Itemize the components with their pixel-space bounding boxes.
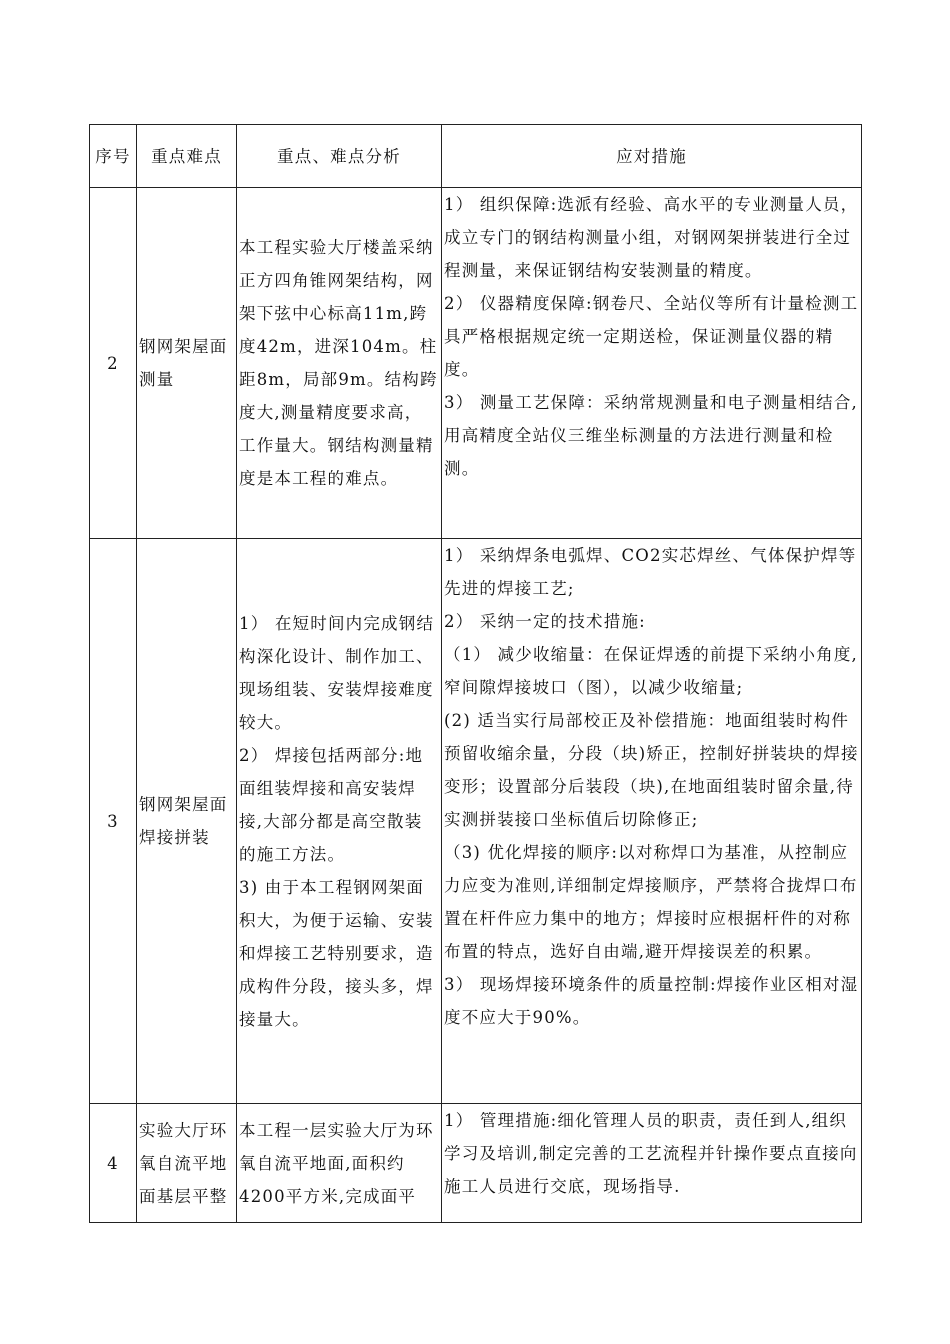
row-analysis <box>237 539 442 1104</box>
row-measures <box>442 1104 862 1223</box>
row-analysis <box>237 1104 442 1223</box>
measure-paragraph: 1） 组织保障:选派有经验、高水平的专业测量人员，成立专门的钢结构测量小组，对钢网架拼装进行全过程测量，来保证钢结构安装测量的精度。 <box>444 195 859 280</box>
row-measures <box>442 188 862 539</box>
table-row <box>90 1104 862 1223</box>
table-row <box>90 188 862 539</box>
row-measures <box>442 539 862 1104</box>
measure-paragraph: (2) 适当实行局部校正及补偿措施：地面组装时构件预留收缩余量，分段（块)矫正，控制好拼装块的焊接变形；设置部分后装段（块),在地面组装时留余量,待实测拼装接口坐标值后切除修正; <box>444 711 859 829</box>
analysis-paragraph: 1） 在短时间内完成钢结构深化设计、制作加工、现场组装、安装焊接难度较大。 <box>239 613 435 732</box>
header-analysis: 重点、难点分析 <box>237 125 442 188</box>
row-seq: 2 <box>90 188 137 539</box>
row-key-difficulty: 钢网架屋面焊接拼装 <box>137 539 237 1104</box>
header-seq: 序号 <box>90 125 137 188</box>
header-measures: 应对措施 <box>442 125 862 188</box>
row-key-difficulty: 钢网架屋面测量 <box>137 188 237 539</box>
row-seq: 4 <box>90 1104 137 1223</box>
row-analysis <box>237 188 442 539</box>
measure-paragraph: 2） 仪器精度保障:钢卷尺、全站仪等所有计量检测工具严格根据规定统一定期送检，保证测量仪器的精度。 <box>444 294 859 379</box>
measure-paragraph: 3） 测量工艺保障：采纳常规测量和电子测量相结合,用高精度全站仪三维坐标测量的方法进行测量和检测。 <box>444 393 858 478</box>
measure-paragraph: 1） 采纳焊条电弧焊、CO2实芯焊丝、气体保护焊等先进的焊接工艺; <box>444 546 857 598</box>
analysis-paragraph: 3) 由于本工程钢网架面积大，为便于运输、安装和焊接工艺特别要求，造成构件分段，接头多，焊接量大。 <box>239 877 434 1029</box>
analysis-paragraph: 本工程一层实验大厅为环氧自流平地面,面积约4200平方米,完成面平 <box>239 1120 434 1206</box>
analysis-paragraph: 2） 焊接包括两部分:地面组装焊接和高安装焊接,大部分都是高空散装的施工方法。 <box>239 745 424 864</box>
measure-paragraph: 2） 采纳一定的技术措施: <box>444 612 646 631</box>
header-row <box>90 125 862 188</box>
row-seq: 3 <box>90 539 137 1104</box>
header-key-difficulty: 重点难点 <box>137 125 237 188</box>
row-key-difficulty: 实验大厅环氧自流平地面基层平整 <box>137 1104 237 1223</box>
analysis-paragraph: 本工程实验大厅楼盖采纳正方四角锥网架结构，网架下弦中心标高11m,跨度42m，进深104m。柱距8m，局部9m。结构跨度大,测量精度要求高，工作量大。钢结构测量精度是本工程的难点。 <box>239 238 438 488</box>
measure-paragraph: （1） 减少收缩量：在保证焊透的前提下采纳小角度,窄间隙焊接坡口（图），以减少收缩量; <box>444 645 858 697</box>
measure-paragraph: 1） 管理措施:细化管理人员的职责，责任到人,组织学习及培训,制定完善的工艺流程并针操作要点直接向施工人员进行交底，现场指导. <box>444 1111 858 1196</box>
table-row <box>90 539 862 1104</box>
measure-paragraph: 3） 现场焊接环境条件的质量控制:焊接作业区相对湿度不应大于90%。 <box>444 975 859 1027</box>
measure-paragraph: （3) 优化焊接的顺序:以对称焊口为基准，从控制应力应变为准则,详细制定焊接顺序，严禁将合拢焊口布置在杆件应力集中的地方；焊接时应根据杆件的对称布置的特点，选好自由端,避开焊接误差的积累。 <box>444 843 858 961</box>
measures-table <box>89 124 862 1223</box>
